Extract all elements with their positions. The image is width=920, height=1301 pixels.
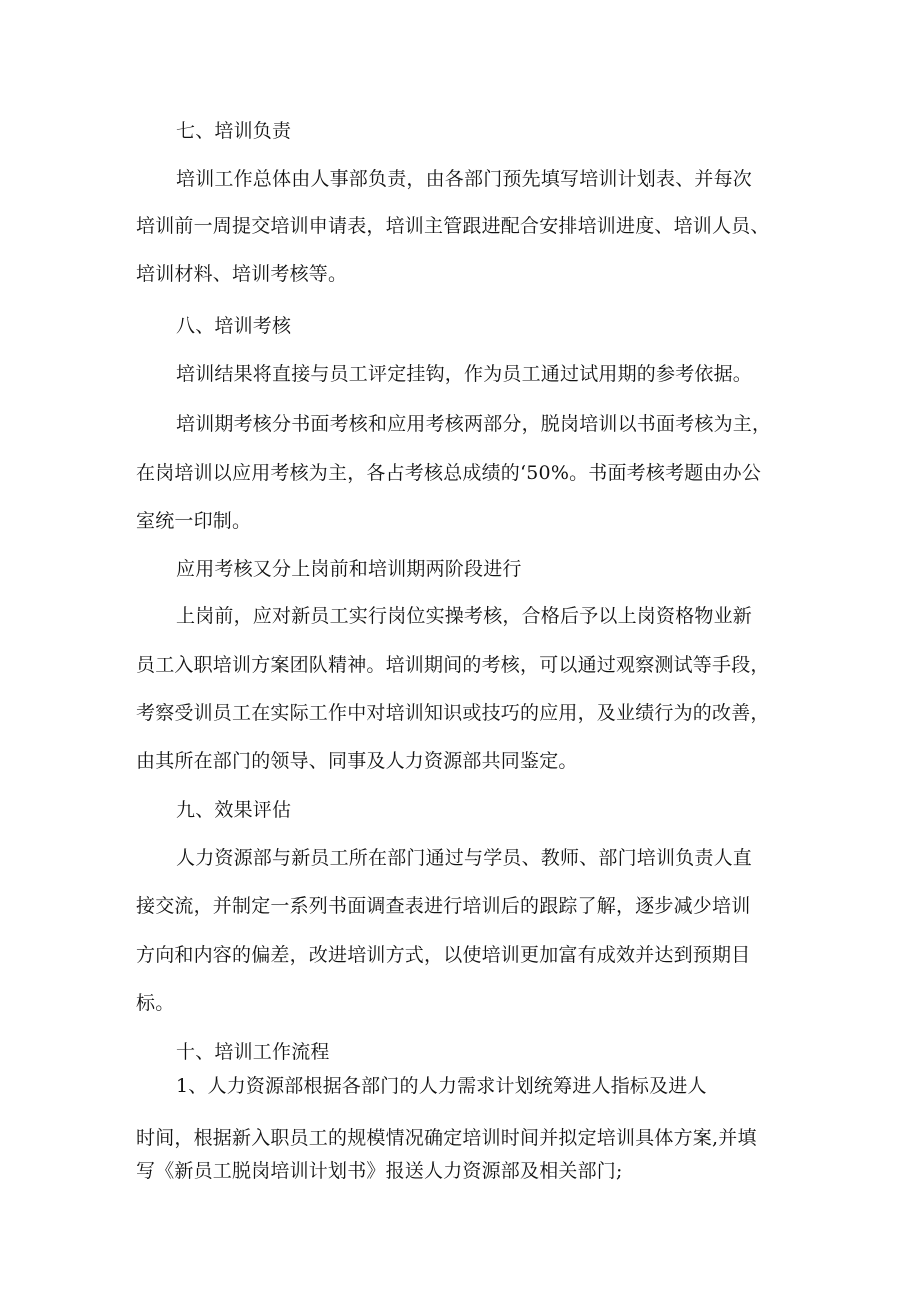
document-page: 七、培训负责 培训工作总体由人事部负责，由各部门预先填写培训计划表、并每次 培训前一周提交培训申请表，培训主管跟进配合安排培训进度、培训人员、 培训材料、培训考核等。 八、培训考核 培训结果将直接与员工评定挂钩，作为员工通过试用期的参考依据。 培训期考核分书面考核和应用考核两部分，脱岗培训以书面考核为主， 在岗培训以应用考核为主，各占考核总成绩的‘50%。书面考核考题由办公 室统一印制。 应用考核又分上岗前和培训期两阶段进行 上岗前，应对新员工实行岗位实操考核，合格后予以上岗资格物业新 员工入职培训方案团队精神。培训期间的考核，可以通过观察测试等手段， 考察受训员工在实际工作中对培训知识或技巧的应用，及业绩行为的改善， 由其所在部门的领导、同事及人力资源部共同鉴定。 九、效果评估 人力资源部与新员工所在部门通过与学员、教师、部门培训负责人直 接交流，并制定一系列书面调查表进行培训后的跟踪了解，逐步减少培训 方向和内容的偏差，改进培训方式，以使培训更加富有成效并达到预期目 标。 十、培训工作流程 1、人力资源部根据各部门的人力需求计划统筹进人指标及进人 时间，根据新入职员工的规模情况确定培训时间并拟定培训具体方案,并填 写《新员工脱岗培训计划书》报送人力资源部及相关部门; (136, 120, 772, 1182)
